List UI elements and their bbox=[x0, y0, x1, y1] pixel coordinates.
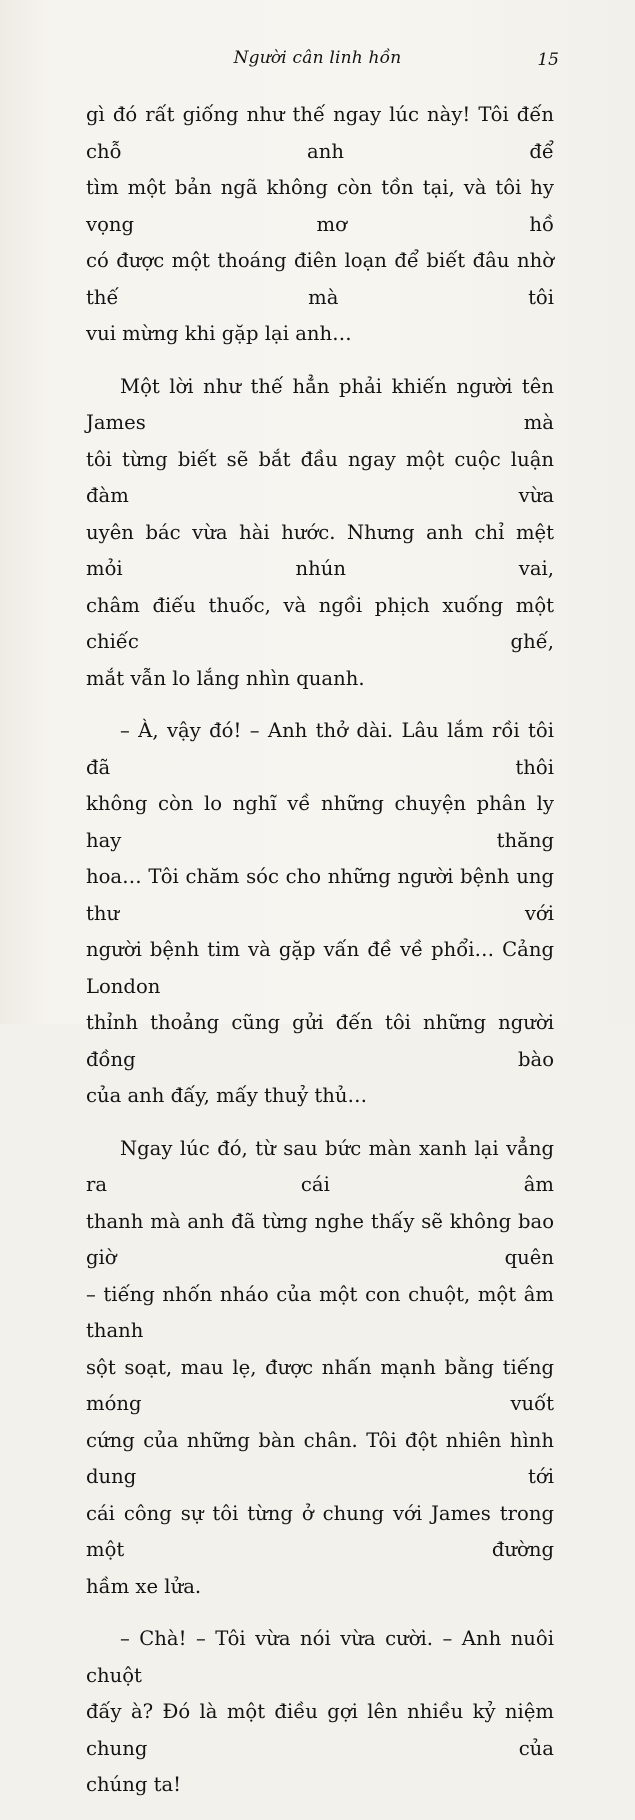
text-line: châm điếu thuốc, và ngồi phịch xuống một chiếc ghế, bbox=[86, 593, 554, 653]
paragraph bbox=[86, 97, 554, 353]
page-header bbox=[0, 48, 635, 78]
text-line: cứng của những bàn chân. Tôi đột nhiên hình dung tới bbox=[86, 1428, 554, 1488]
text-line: hầm xe lửa. bbox=[86, 1574, 202, 1598]
text-line: đấy à? Đó là một điều gợi lên nhiều kỷ niệm chung của bbox=[86, 1700, 554, 1760]
text-line: sột soạt, mau lẹ, được nhấn mạnh bằng tiếng móng vuốt bbox=[86, 1355, 554, 1415]
text-line: tìm một bản ngã không còn tồn tại, và tôi hy vọng mơ hồ bbox=[86, 176, 554, 236]
paragraph bbox=[86, 369, 554, 698]
body-text bbox=[86, 97, 554, 1820]
paragraph bbox=[86, 1621, 554, 1804]
text-line: vui mừng khi gặp lại anh… bbox=[86, 322, 352, 345]
text-line: chúng ta! bbox=[86, 1773, 182, 1796]
running-title: Người cân linh hồn bbox=[233, 48, 402, 68]
text-line: – À, vậy đó! – Anh thở dài. Lâu lắm rồi tôi đã thôi bbox=[86, 719, 554, 779]
page-number: 15 bbox=[537, 50, 559, 70]
text-line: không còn lo nghĩ về những chuyện phân ly hay thăng bbox=[86, 792, 554, 852]
text-line: có được một thoáng điên loạn để biết đâu nhờ thế mà tôi bbox=[86, 249, 554, 309]
text-line: uyên bác vừa hài hước. Nhưng anh chỉ mệt mỏi nhún vai, bbox=[86, 520, 554, 580]
text-line: – tiếng nhốn nháo của một con chuột, một âm thanh bbox=[86, 1282, 554, 1342]
text-line: người bệnh tim và gặp vấn đề về phổi… Cảng London bbox=[86, 938, 554, 998]
text-line: thanh mà anh đã từng nghe thấy sẽ không bao giờ quên bbox=[86, 1209, 554, 1269]
text-line: của anh đấy, mấy thuỷ thủ… bbox=[86, 1084, 368, 1107]
text-line: gì đó rất giống như thế ngay lúc này! Tôi đến chỗ anh để bbox=[86, 103, 554, 163]
text-line: cái công sự tôi từng ở chung với James trong một đường bbox=[86, 1501, 554, 1561]
text-line: hoa… Tôi chăm sóc cho những người bệnh ung thư với bbox=[86, 865, 554, 925]
text-line: Một lời như thế hẳn phải khiến người tên James mà bbox=[86, 374, 554, 434]
text-line: – Chà! – Tôi vừa nói vừa cười. – Anh nuôi chuột bbox=[86, 1627, 554, 1687]
text-line: Ngay lúc đó, từ sau bức màn xanh lại vẳng ra cái âm bbox=[86, 1136, 554, 1196]
paragraph bbox=[86, 1131, 554, 1606]
paragraph bbox=[86, 713, 554, 1115]
text-line: mắt vẫn lo lắng nhìn quanh. bbox=[86, 666, 365, 690]
text-line: tôi từng biết sẽ bắt đầu ngay một cuộc luận đàm vừa bbox=[86, 447, 554, 507]
text-line: thỉnh thoảng cũng gửi đến tôi những người đồng bào bbox=[86, 1011, 554, 1071]
